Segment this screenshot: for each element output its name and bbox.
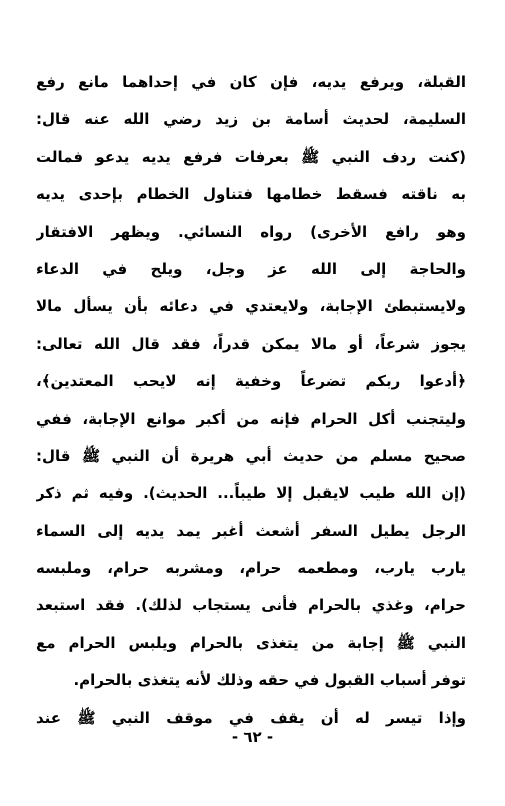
text-line-15: حرام، وغذي بالحرام فأنى يستجاب لذلك). فقد استبعد: [36, 596, 466, 615]
text-line-10: وليتجنب أكل الحرام فإنه من أكبر موانع الإجابة، ففي: [36, 409, 466, 428]
text-line-6: والحاجة إلى الله عز وجل، ويلح في الدعاء: [36, 259, 466, 278]
text-line-3: (كنت ردف النبي ﷺ بعرفات فرفع يديه يدعو فمالت: [36, 147, 466, 166]
text-line-16: النبي ﷺ إجابة من يتغذى بالحرام ويلبس الحرام مع: [36, 633, 466, 652]
text-line-13: الرجل يطيل السفر أشعث أغبر يمد يديه إلى السماء: [36, 521, 466, 540]
text-line-11: صحيح مسلم من حديث أبي هريرة أن النبي ﷺ قال:: [36, 446, 466, 465]
text-line-4: به ناقته فسقط خطامها فتناول الخطام بإحدى يديه: [36, 185, 466, 204]
text-line-17: توفر أسباب القبول في حقه وذلك لأنه يتغذى بالحرام.: [73, 671, 466, 690]
page-number: - ٦٢ -: [231, 728, 274, 746]
text-line-5: وهو رافع الأخرى) رواه النسائي. ويظهر الافتقار: [36, 222, 466, 241]
text-line-9: ﴿أدعوا ربكم تضرعاً وخفية إنه لايحب المعتدين﴾،: [36, 372, 466, 391]
text-line-14: يارب يارب، ومطعمه حرام، ومشربه حرام، وملبسه: [36, 559, 466, 578]
text-line-7: ولايستبطئ الإجابة، ولايعتدي في دعائه بأن يسأل مالا: [36, 297, 466, 316]
text-line-12: (إن الله طيب لايقبل إلا طيباً... الحديث). وفيه ثم ذكر: [36, 484, 466, 503]
text-line-18: وإذا تيسر له أن يقف في موقف النبي ﷺ عند: [36, 708, 466, 727]
body-text: [36, 64, 466, 737]
text-line-2: السليمة، لحديث أسامة بن زيد رضي الله عنه قال:: [36, 110, 466, 129]
text-line-8: يجوز شرعاً، أو مالا يمكن قدراً، فقد قال الله تعالى:: [36, 334, 466, 353]
text-line-1: القبلة، ويرفع يديه، فإن كان في إحداهما مانع رفع: [36, 73, 466, 91]
